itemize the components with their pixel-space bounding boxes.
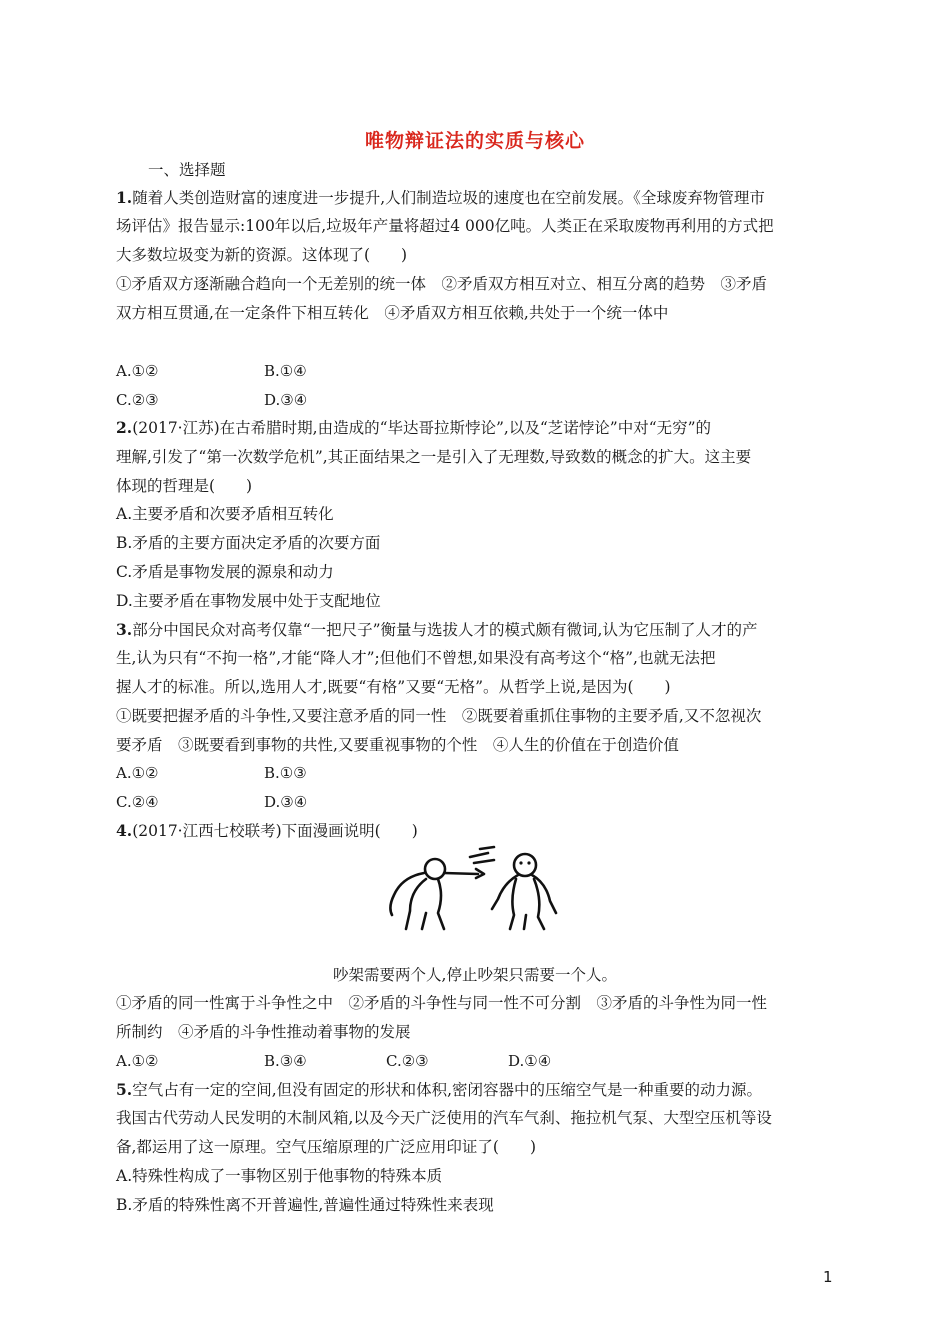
q1-option-d: D.③④ — [264, 391, 308, 409]
q3-option-b: B.①③ — [264, 764, 307, 782]
q1-option-b: B.①④ — [264, 362, 307, 380]
q3-stem-line-3: 握人才的标准。所以,选用人才,既要“有格”又要“无格”。从哲学上说,是因为( ) — [116, 678, 671, 696]
q4-option-b: B.③④ — [264, 1052, 307, 1070]
page-title: 唯物辩证法的实质与核心 — [364, 130, 585, 152]
q4-item-line-1: ①矛盾的同一性寓于斗争性之中 ②矛盾的斗争性与同一性不可分割 ③矛盾的斗争性为同一性 — [116, 994, 768, 1012]
q4-item-line-2: 所制约 ④矛盾的斗争性推动着事物的发展 — [116, 1023, 411, 1041]
q5-option-a: A.特殊性构成了一事物区别于他事物的特殊本质 — [116, 1167, 443, 1185]
q5-stem-line-2: 我国古代劳动人民发明的木制风箱,以及今天广泛使用的汽车气刹、拖拉机气泵、大型空压机等设 — [116, 1109, 772, 1127]
q3-stem-line-1: 3.部分中国民众对高考仅靠“一把尺子”衡量与选拔人才的模式颇有微词,认为它压制了人才的产 — [116, 620, 758, 639]
cartoon-illustration — [380, 843, 570, 933]
q3-option-c: C.②④ — [116, 793, 159, 811]
q5-option-b: B.矛盾的特殊性离不开普遍性,普遍性通过特殊性来表现 — [116, 1196, 494, 1214]
q3-item-line-2: 要矛盾 ③既要看到事物的共性,又要重视事物的个性 ④人生的价值在于创造价值 — [116, 736, 679, 754]
q4-option-d: D.①④ — [508, 1052, 552, 1070]
q1-stem-line-3: 大多数垃圾变为新的资源。这体现了( ) — [116, 246, 408, 264]
q4-stem-line-1: 4.(2017·江西七校联考)下面漫画说明( ) — [116, 821, 418, 840]
q5-stem-line-1: 5.空气占有一定的空间,但没有固定的形状和体积,密闭容器中的压缩空气是一种重要的动力源。 — [116, 1080, 763, 1099]
q2-stem-line-3: 体现的哲理是( ) — [116, 477, 253, 495]
q3-stem-line-2: 生,认为只有“不拘一格”,才能“降人才”;但他们不曾想,如果没有高考这个“格”,也就无法把 — [116, 649, 716, 667]
q2-option-a: A.主要矛盾和次要矛盾相互转化 — [116, 505, 334, 523]
q5-stem-line-3: 备,都运用了这一原理。空气压缩原理的广泛应用印证了( ) — [116, 1138, 537, 1156]
q2-stem-line-1: 2.(2017·江苏)在古希腊时期,由造成的“毕达哥拉斯悖论”,以及“芝诺悖论”中对“无穷”的 — [116, 418, 712, 437]
q2-option-d: D.主要矛盾在事物发展中处于支配地位 — [116, 592, 381, 610]
q1-option-c: C.②③ — [116, 391, 159, 409]
q4-option-c: C.②③ — [386, 1052, 429, 1070]
q1-item-line-1: ①矛盾双方逐渐融合趋向一个无差别的统一体 ②矛盾双方相互对立、相互分离的趋势 ③矛盾 — [116, 275, 768, 293]
q2-option-b: B.矛盾的主要方面决定矛盾的次要方面 — [116, 534, 381, 552]
cartoon-caption: 吵架需要两个人,停止吵架只需要一个人。 — [333, 966, 617, 984]
q1-stem-line-1: 1.随着人类创造财富的速度进一步提升,人们制造垃圾的速度也在空前发展。《全球废弃物管理市 — [116, 188, 765, 207]
q1-option-a: A.①② — [116, 362, 159, 380]
section-heading: 一、选择题 — [148, 161, 226, 179]
q2-stem-line-2: 理解,引发了“第一次数学危机”,其正面结果之一是引入了无理数,导致数的概念的扩大。这主要 — [116, 448, 752, 466]
q3-option-d: D.③④ — [264, 793, 308, 811]
q3-option-a: A.①② — [116, 764, 159, 782]
q2-option-c: C.矛盾是事物发展的源泉和动力 — [116, 563, 334, 581]
page-number: 1 — [823, 1268, 833, 1286]
q4-option-a: A.①② — [116, 1052, 159, 1070]
q1-stem-line-2: 场评估》报告显示:100年以后,垃圾年产量将超过4 000亿吨。人类正在采取废物再利用的方式把 — [116, 217, 774, 235]
q1-item-line-2: 双方相互贯通,在一定条件下相互转化 ④矛盾双方相互依赖,共处于一个统一体中 — [116, 304, 669, 322]
q3-item-line-1: ①既要把握矛盾的斗争性,又要注意矛盾的同一性 ②既要着重抓住事物的主要矛盾,又不忽视次 — [116, 707, 762, 725]
